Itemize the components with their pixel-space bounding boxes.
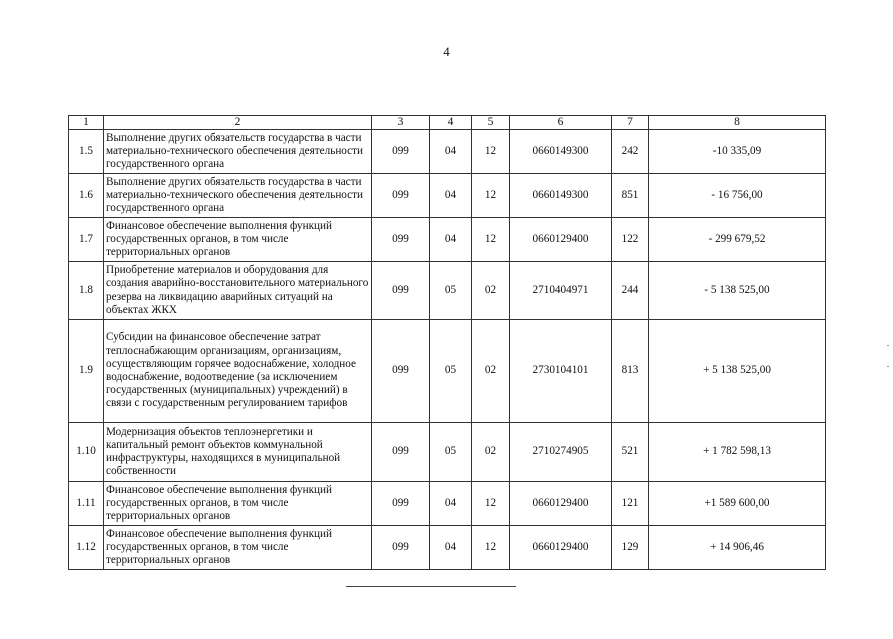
- table-row: [69, 423, 826, 482]
- row-col3: 099: [372, 482, 430, 526]
- row-description: Финансовое обеспечение выполнения функций государственных органов, в том числе территориальных органов: [104, 218, 372, 262]
- row-col4: 04: [430, 526, 472, 570]
- row-col4: 05: [430, 423, 472, 482]
- row-number: 1.7: [69, 218, 104, 262]
- row-description: Финансовое обеспечение выполнения функций государственных органов, в том числе территориальных органов: [104, 526, 372, 570]
- row-col5: 02: [472, 262, 510, 320]
- row-col7: 851: [612, 174, 649, 218]
- row-col3: 099: [372, 130, 430, 174]
- budget-table: [68, 115, 826, 570]
- row-description: Выполнение других обязательств государства в части материально-технического обеспечения деятельности государственного органа: [104, 174, 372, 218]
- row-col5: 12: [472, 174, 510, 218]
- row-col6: 2710404971: [510, 262, 612, 320]
- row-col6: 0660149300: [510, 174, 612, 218]
- row-amount: - 16 756,00: [649, 174, 826, 218]
- row-col6: 2710274905: [510, 423, 612, 482]
- page-number: 4: [443, 44, 450, 59]
- header-cell: 2: [104, 116, 372, 130]
- table-row: [69, 174, 826, 218]
- header-cell: 3: [372, 116, 430, 130]
- row-amount: + 1 782 598,13: [649, 423, 826, 482]
- row-description: Приобретение материалов и оборудования для создания аварийно-восстановительного материального резерва на ликвидацию аварийных ситуаций на объектах ЖКХ: [104, 262, 372, 320]
- row-col7: 122: [612, 218, 649, 262]
- header-row: [69, 116, 826, 130]
- row-col4: 05: [430, 262, 472, 320]
- row-col4: 04: [430, 482, 472, 526]
- row-col4: 04: [430, 174, 472, 218]
- row-amount: - 5 138 525,00: [649, 262, 826, 320]
- scan-speck: [887, 345, 889, 346]
- row-number: 1.6: [69, 174, 104, 218]
- row-col4: 04: [430, 130, 472, 174]
- row-col7: 244: [612, 262, 649, 320]
- row-number: 1.11: [69, 482, 104, 526]
- row-col4: 05: [430, 320, 472, 423]
- row-col6: 0660129400: [510, 526, 612, 570]
- table-row: [69, 320, 826, 423]
- row-amount: -10 335,09: [649, 130, 826, 174]
- header-cell: 6: [510, 116, 612, 130]
- row-number: 1.12: [69, 526, 104, 570]
- row-number: 1.10: [69, 423, 104, 482]
- row-amount: + 14 906,46: [649, 526, 826, 570]
- row-col6: 0660129400: [510, 482, 612, 526]
- table-row: [69, 526, 826, 570]
- row-col7: 813: [612, 320, 649, 423]
- row-col3: 099: [372, 218, 430, 262]
- row-description: Модернизация объектов теплоэнергетики и капитальный ремонт объектов коммунальной инфраструктуры, находящихся в муниципальной собственности: [104, 423, 372, 482]
- header-cell: 4: [430, 116, 472, 130]
- row-col7: 129: [612, 526, 649, 570]
- row-col6: 0660149300: [510, 130, 612, 174]
- row-col5: 12: [472, 482, 510, 526]
- table-row: [69, 130, 826, 174]
- row-col3: 099: [372, 174, 430, 218]
- row-number: 1.8: [69, 262, 104, 320]
- row-amount: - 299 679,52: [649, 218, 826, 262]
- row-col5: 12: [472, 130, 510, 174]
- row-number: 1.5: [69, 130, 104, 174]
- header-cell: 8: [649, 116, 826, 130]
- row-number: 1.9: [69, 320, 104, 423]
- row-col3: 099: [372, 526, 430, 570]
- row-col5: 12: [472, 526, 510, 570]
- row-col3: 099: [372, 320, 430, 423]
- row-col4: 04: [430, 218, 472, 262]
- row-col7: 242: [612, 130, 649, 174]
- header-cell: 1: [69, 116, 104, 130]
- row-col6: 2730104101: [510, 320, 612, 423]
- table-row: [69, 218, 826, 262]
- row-description: Финансовое обеспечение выполнения функций государственных органов, в том числе территориальных органов: [104, 482, 372, 526]
- row-col6: 0660129400: [510, 218, 612, 262]
- row-amount: + 5 138 525,00: [649, 320, 826, 423]
- table-row: [69, 482, 826, 526]
- header-cell: 5: [472, 116, 510, 130]
- row-amount: +1 589 600,00: [649, 482, 826, 526]
- row-col5: 02: [472, 423, 510, 482]
- row-col7: 121: [612, 482, 649, 526]
- row-col7: 521: [612, 423, 649, 482]
- table-row: [69, 262, 826, 320]
- row-col5: 02: [472, 320, 510, 423]
- row-description: Субсидии на финансовое обеспечение затрат теплоснабжающим организациям, организациям, осуществляющим горячее водоснабжение, холодное водоснабжение, водоотведение (за исключением государственных (муниципальных) учреждений) в связи с государственным регулированием тарифов: [104, 320, 372, 423]
- row-col5: 12: [472, 218, 510, 262]
- header-cell: 7: [612, 116, 649, 130]
- row-description: Выполнение других обязательств государства в части материально-технического обеспечения деятельности государственного органа: [104, 130, 372, 174]
- scan-speck: [887, 366, 889, 367]
- row-col3: 099: [372, 423, 430, 482]
- row-col3: 099: [372, 262, 430, 320]
- footer-divider: [346, 586, 516, 587]
